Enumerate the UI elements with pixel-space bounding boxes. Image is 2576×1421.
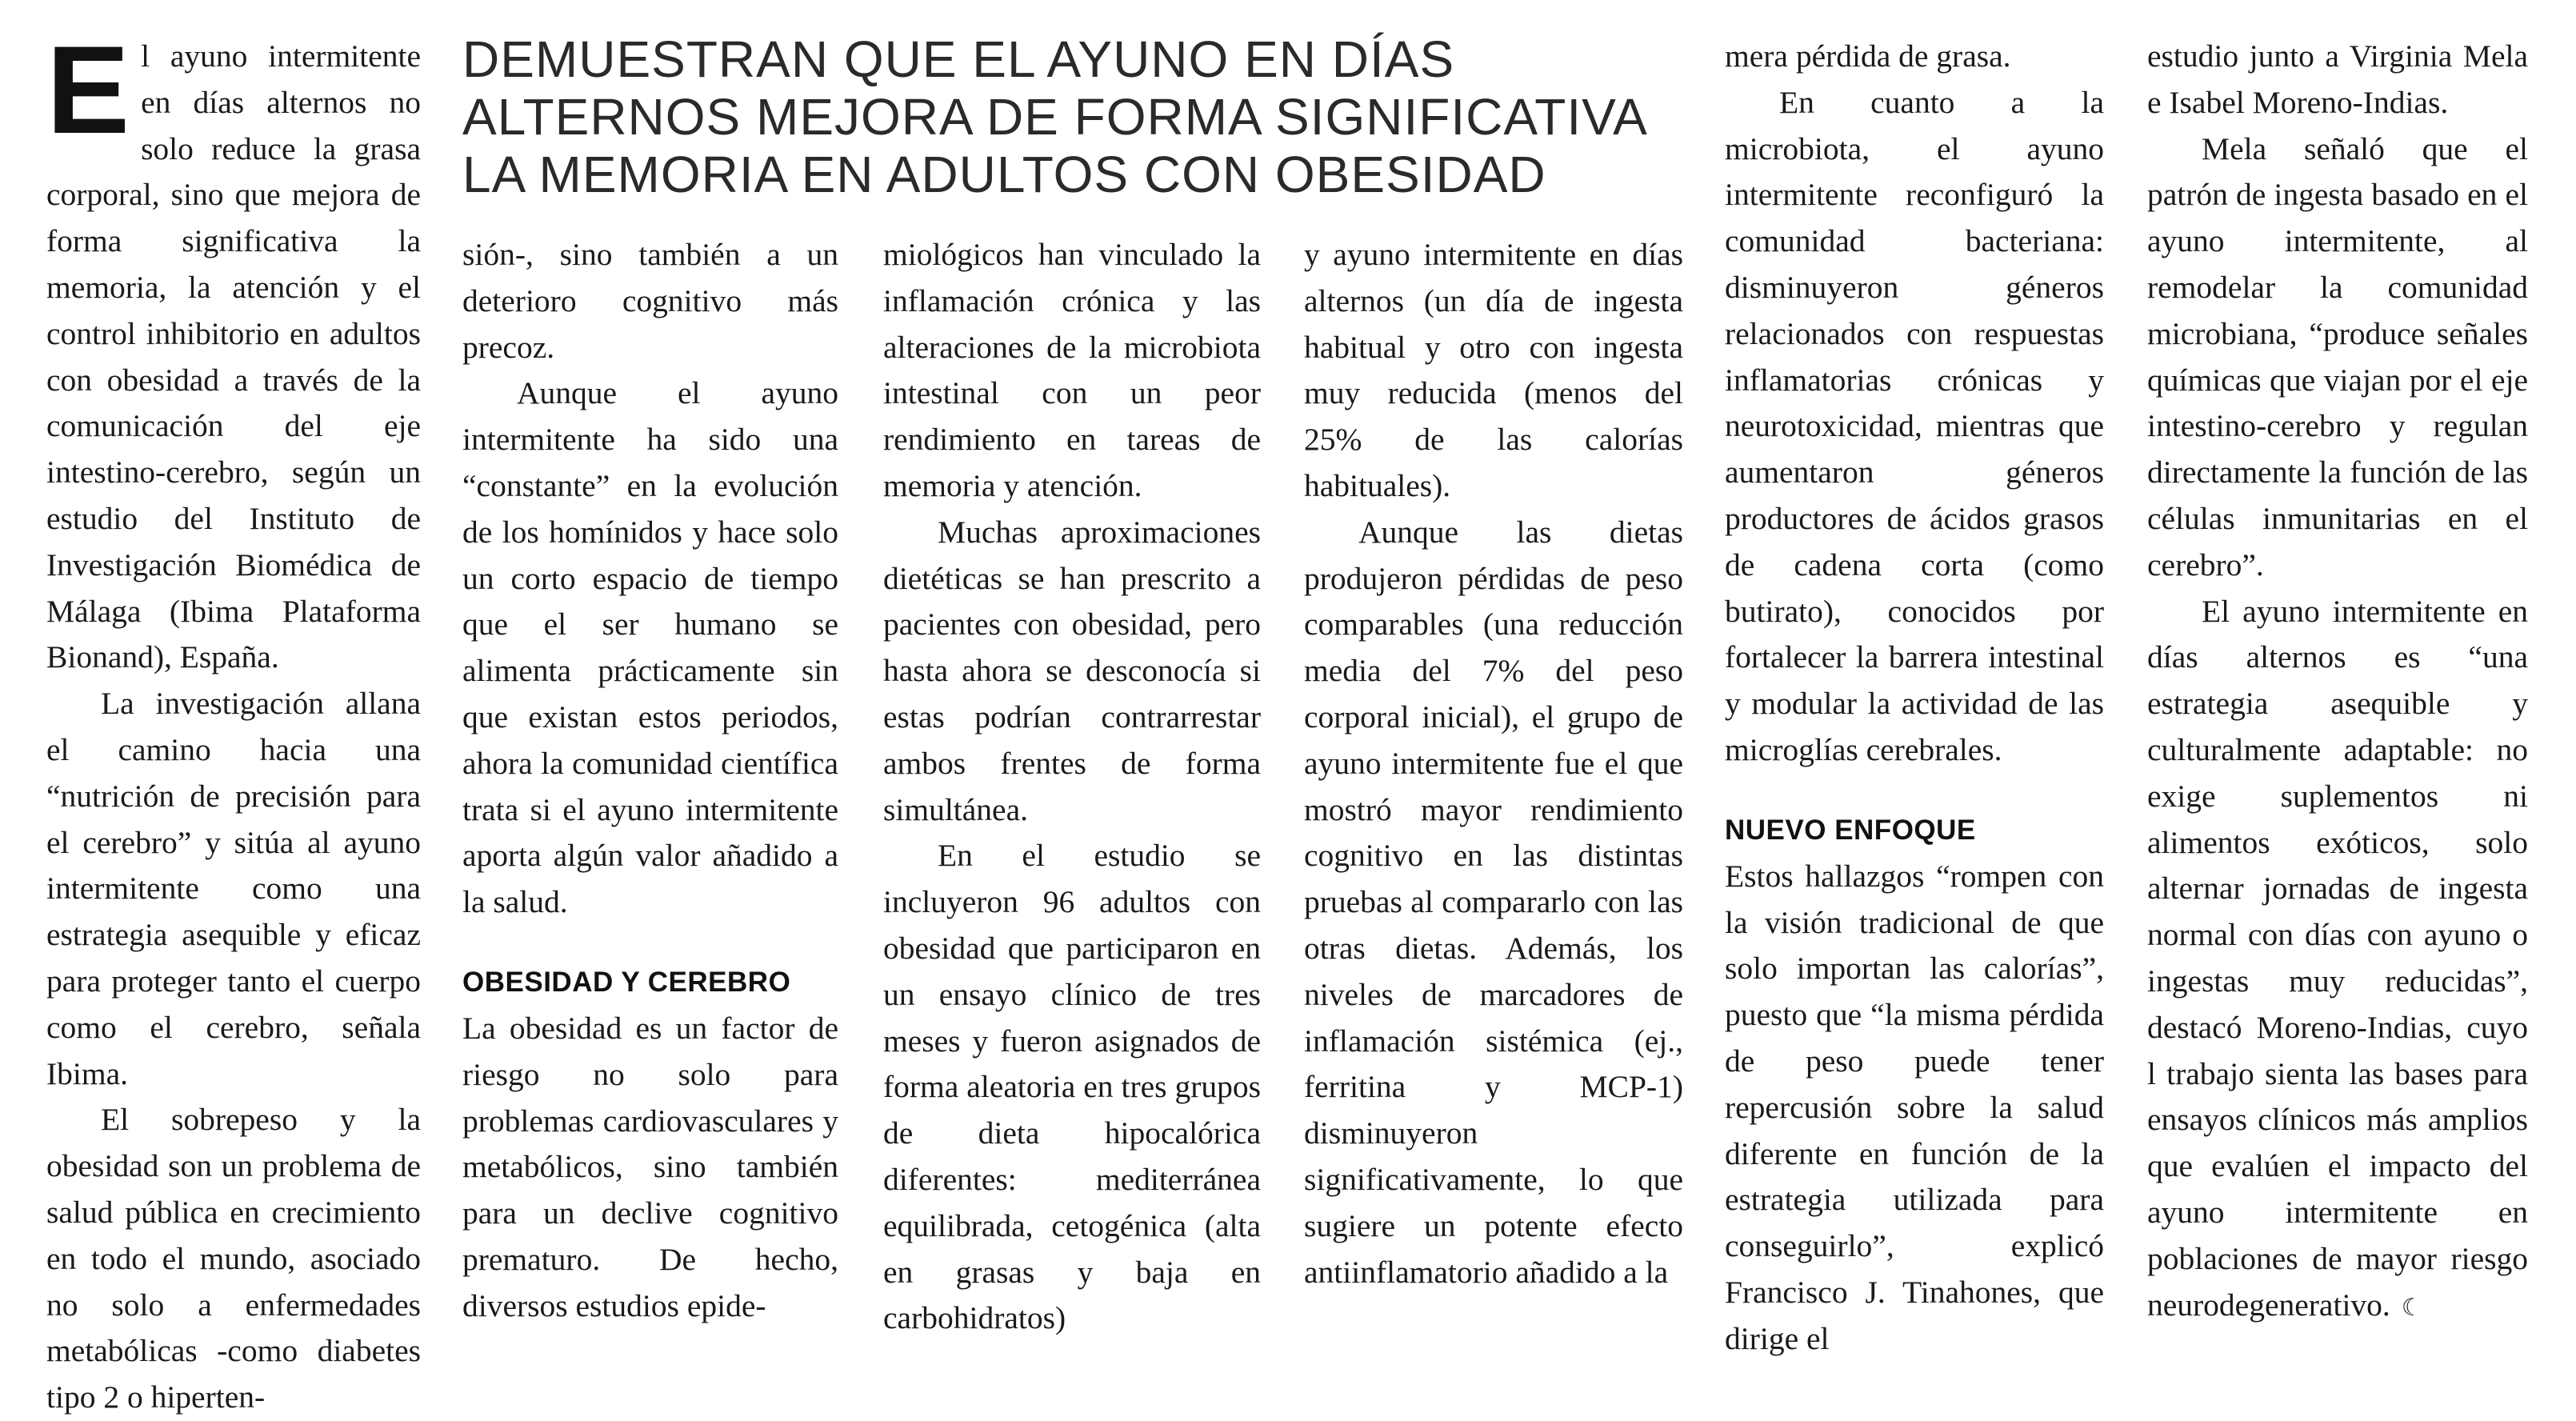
paragraph: En el estudio se incluyeron 96 adultos con obesidad que participaron en un ensayo clínico de tres meses y fueron asignados de forma aleatoria en tres grupos de dieta hipocalórica diferentes: mediterránea equilibrada, cetogénica (alta en grasas y baja en carbohidratos) [883, 838, 1261, 1336]
article-column-5 [1725, 34, 2104, 1363]
article-column-4 [1304, 232, 1683, 1295]
paragraph: y ayuno intermitente en días alternos (un día de ingesta habitual y otro con ingesta muy reducida (menos del 25% de las calorías habituales). [1304, 237, 1683, 503]
paragraph: Aunque las dietas produjeron pérdidas de peso comparables (una reducción media del 7% del peso corporal inicial), el grupo de ayuno intermitente fue el que mostró mayor rendimiento cognitivo en las distintas pruebas al compararlo con las otras dietas. Además, los niveles de marcadores de inflamación sistémica (ej., ferritina y MCP-1) disminuyeron significativamente, lo que sugiere un potente efecto antiinflamatorio añadido a la [1304, 514, 1683, 1290]
paragraph: La obesidad es un factor de riesgo no solo para problemas cardiovasculares y metabólicos, sino también para un declive cognitivo prematuro. De hecho, diversos estudios epide- [462, 1010, 838, 1323]
paragraph: estudio junto a Virginia Mela e Isabel Moreno-Indias. [2147, 38, 2528, 120]
paragraph: El sobrepeso y la obesidad son un problema de salud pública en crecimiento en todo el mundo, asociado no solo a enfermedades metabólicas -como diabetes tipo 2 o hiperten- [46, 1102, 421, 1415]
end-of-article-icon: ☾ [2401, 1293, 2423, 1322]
paragraph: mera pérdida de grasa. [1725, 38, 2011, 74]
article-column-3 [883, 232, 1261, 1342]
paragraph-text: El ayuno intermitente en días alternos es “una estrategia asequible y culturalmente adaptable: no exige suplementos ni alimentos exóticos, solo alternar jornadas de ingesta normal con días con ayuno o ingestas muy reducidas”, destacó Moreno-Indias, cuyo l trabajo sienta las bases para ensayos clínicos más amplios que evalúen el impacto del ayuno intermitente en poblaciones de mayor riesgo neurodegenerativo. [2147, 593, 2528, 1323]
article-column-6 [2147, 34, 2528, 1331]
paragraph: sión-, sino también a un deterioro cognitivo más precoz. [462, 237, 838, 365]
drop-cap: E [46, 21, 130, 160]
paragraph: miológicos han vinculado la inflamación crónica y las alteraciones de la microbiota intestinal con un peor rendimiento en tareas de memoria y atención. [883, 237, 1261, 503]
subhead: OBESIDAD Y CEREBRO [462, 966, 791, 998]
paragraph: Estos hallazgos “rompen con la visión tradicional de que solo importan las calorías”, puesto que “la misma pérdida de peso puede tener repercusión sobre la salud diferente en función de la estrategia utilizada para conseguirlo”, explicó Francisco J. Tinahones, que dirige el [1725, 858, 2104, 1356]
paragraph [2147, 589, 2528, 1331]
article-column-1 [46, 21, 421, 1421]
paragraph: l ayuno intermitente en días alternos no solo reduce la grasa corporal, sino que mejora de forma significativa la memoria, la atención y el control inhibitorio en adultos con obesidad a través de la comunicación del eje intestino-cerebro, según un estudio del Instituto de Investigación Biomédica de Málaga (Ibima Plataforma Bionand), España. [46, 38, 421, 675]
article-headline: DEMUESTRAN QUE EL AYUNO EN DÍAS ALTERNOS MEJORA DE FORMA SIGNIFICATIVA LA MEMORIA EN ADULTOS CON OBESIDAD [462, 30, 1646, 203]
paragraph: Mela señaló que el patrón de ingesta basado en el ayuno intermitente, al remodelar la comunidad microbiana, “produce señales químicas que viajan por el eje intestino-cerebro y regulan directamente la función de las células inmunitarias en el cerebro”. [2147, 130, 2528, 582]
paragraph: Muchas aproximaciones dietéticas se han prescrito a pacientes con obesidad, pero hasta ahora se desconocía si estas podrían contrarrestar ambos frentes de forma simultánea. [883, 514, 1261, 827]
article-column-2 [462, 232, 838, 1330]
subhead: NUEVO ENFOQUE [1725, 814, 1976, 846]
paragraph: En cuanto a la microbiota, el ayuno intermitente reconfiguró la comunidad bacteriana: disminuyeron géneros relacionados con respuestas inflamatorias crónicas y neurotoxicidad, mientras que aumentaron géneros productores de ácidos grasos de cadena corta (como butirato), conocidos por fortalecer la barrera intestinal y modular la actividad de las microglías cerebrales. [1725, 84, 2104, 767]
paragraph: Aunque el ayuno intermitente ha sido una “constante” en la evolución de los homínidos y hace solo un corto espacio de tiempo que el ser humano se alimenta prácticamente sin que existan estos periodos, ahora la comunidad científica trata si el ayuno intermitente aporta algún valor añadido a la salud. [462, 375, 838, 920]
paragraph: La investigación allana el camino hacia una “nutrición de precisión para el cerebro” y sitúa al ayuno intermitente como una estrategia asequible y eficaz para proteger tanto el cuerpo como el cerebro, señala Ibima. [46, 686, 421, 1091]
